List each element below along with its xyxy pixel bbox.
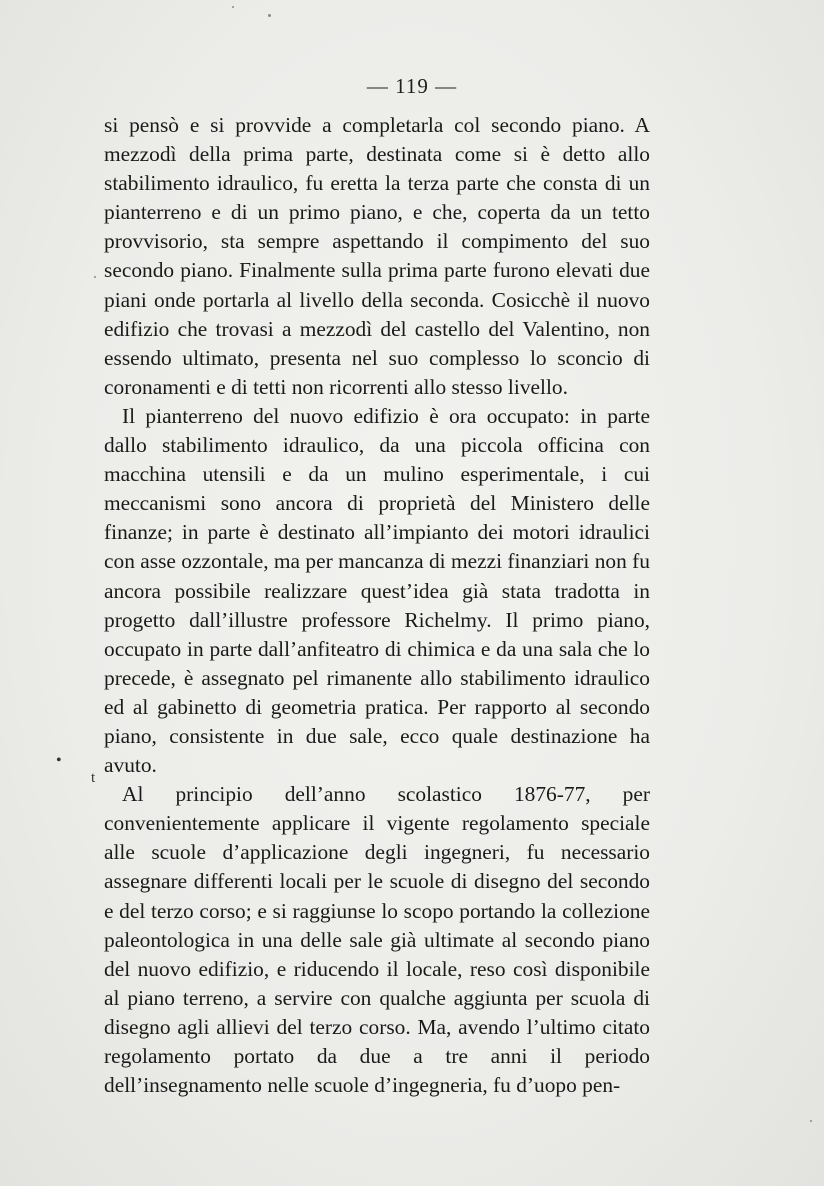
margin-t-mark: t	[91, 770, 96, 786]
paper-speck	[232, 6, 234, 8]
paragraph-1: si pensò e si provvide a completarla col secondo piano. A mezzodì della prima parte, destinata come si è detto allo stabilimento idraulico, fu eretta la terza parte che consta di un pianterreno e di un primo piano, e che, coperta da un tetto provvisorio, sta sempre aspettando il compimento del suo secondo piano. Finalmente sulla prima parte furono elevati due piani onde portarla al livello della seconda. Cosicchè il nuovo edifizio che trovasi a mezzodì del castello del Valentino, non essendo ultimato, presenta nel suo complesso lo sconcio di coronamenti e di tetti non ricorrenti allo stesso livello.	[104, 113, 650, 399]
page-number: — 119 —	[366, 74, 458, 98]
paragraph-2: Il pianterreno del nuovo edifizio è ora occupato: in parte dallo stabilimento idraulico, da una piccola officina con macchina utensili e da un mulino esperimentale, i cui meccanismi sono ancora di proprietà del Ministero delle finanze; in parte è destinato all’impianto dei motori idraulici con asse ozzontale, ma per mancanza di mezzi finanziari non fu ancora possibile realizzare quest’idea già stata tradotta in progetto dall’illustre professore Richelmy. Il primo piano, occupato in parte dall’anfiteatro di chimica e da una sala che lo precede, è assegnato pel rimanente allo stabilimento idraulico ed al gabinetto di geometria pratica. Per rapporto al secondo piano, consistente in due sale, ecco quale destinazione ha avuto.	[104, 403, 650, 778]
body-text	[104, 111, 650, 1100]
paper-speck	[268, 14, 271, 17]
paper-speck	[810, 1120, 812, 1122]
margin-dot-mark: •	[56, 752, 62, 769]
paper-speck	[94, 276, 96, 278]
paragraph-3: Al principio dell’anno scolastico 1876-77, per convenientemente applicare il vigente regolamento speciale alle scuole d’applicazione degli ingegneri, fu necessario assegnare differenti locali per le scuole di disegno del secondo e del terzo corso; e si raggiunse lo scopo portando la collezione paleontologica in una delle sale già ultimate al secondo piano del nuovo edifizio, e riducendo il locale, reso così disponibile al piano terreno, a servire con qualche aggiunta per scuola di disegno agli allievi del terzo corso. Ma, avendo l’ultimo citato regolamento portato da due a tre anni il periodo dell’insegnamento nelle scuole d’ingegneria, fu d’uopo pen-	[104, 782, 650, 1098]
